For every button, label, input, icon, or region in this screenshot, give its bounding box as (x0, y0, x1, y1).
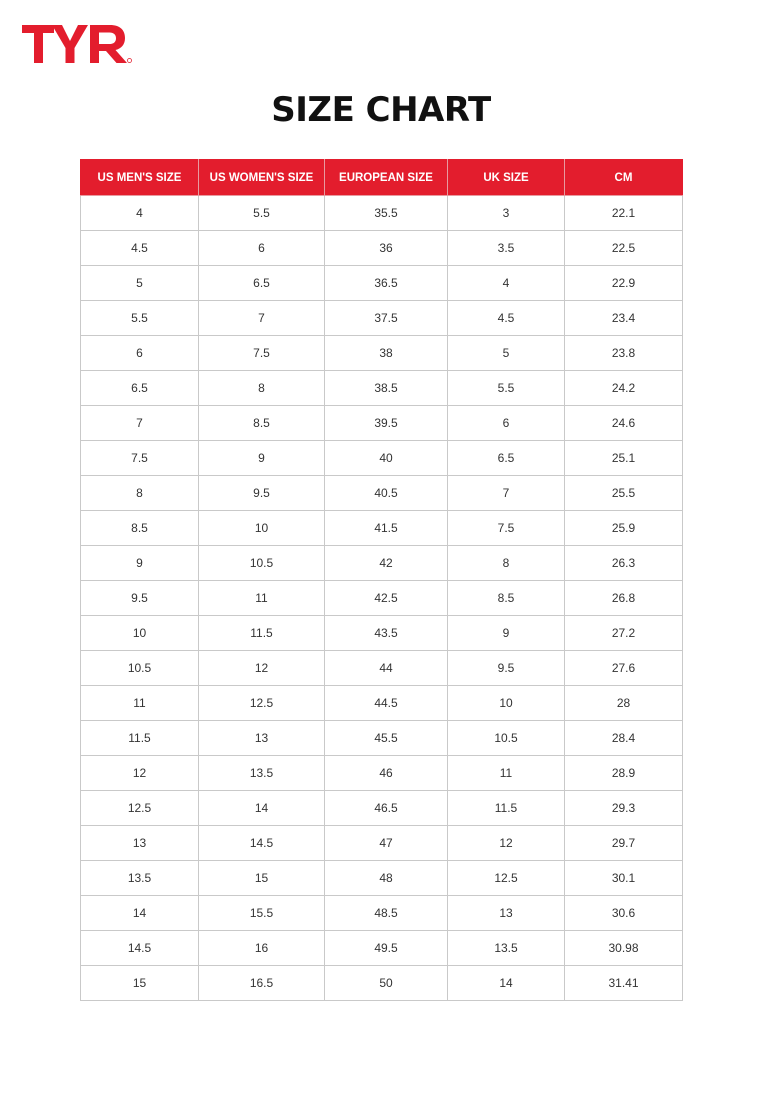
cm-cell: 30.6 (565, 896, 683, 931)
european-size-cell: 42.5 (325, 581, 448, 616)
us-womens-size-cell: 13 (199, 721, 325, 756)
us-mens-size-cell: 6 (81, 336, 199, 371)
cm-cell: 30.1 (565, 861, 683, 896)
european-size-header: EUROPEAN SIZE (325, 160, 448, 196)
table-row (81, 441, 683, 476)
us-mens-size-cell: 10 (81, 616, 199, 651)
table-row (81, 196, 683, 231)
uk-size-cell: 4 (448, 266, 565, 301)
us-mens-size-cell: 15 (81, 966, 199, 1001)
us-mens-size-cell: 13.5 (81, 861, 199, 896)
page-title: SIZE CHART (271, 90, 491, 130)
table-header-row (81, 160, 683, 196)
us-mens-size-cell: 5.5 (81, 301, 199, 336)
european-size-cell: 50 (325, 966, 448, 1001)
us-mens-size-cell: 4.5 (81, 231, 199, 266)
us-womens-size-cell: 6 (199, 231, 325, 266)
cm-cell: 22.1 (565, 196, 683, 231)
uk-size-cell: 10.5 (448, 721, 565, 756)
us-womens-size-cell: 8.5 (199, 406, 325, 441)
us-womens-size-cell: 9.5 (199, 476, 325, 511)
table-row (81, 966, 683, 1001)
us-mens-size-cell: 8.5 (81, 511, 199, 546)
us-mens-size-cell: 8 (81, 476, 199, 511)
us-womens-size-cell: 6.5 (199, 266, 325, 301)
table-body (81, 196, 683, 1001)
table-row (81, 651, 683, 686)
uk-size-cell: 8.5 (448, 581, 565, 616)
table-row (81, 476, 683, 511)
table-row (81, 616, 683, 651)
uk-size-cell: 6.5 (448, 441, 565, 476)
us-mens-size-cell: 12.5 (81, 791, 199, 826)
us-womens-size-cell: 16.5 (199, 966, 325, 1001)
cm-cell: 25.5 (565, 476, 683, 511)
table-row (81, 581, 683, 616)
table-row (81, 511, 683, 546)
european-size-cell: 44.5 (325, 686, 448, 721)
european-size-cell: 45.5 (325, 721, 448, 756)
uk-size-cell: 13 (448, 896, 565, 931)
uk-size-cell: 13.5 (448, 931, 565, 966)
cm-header: CM (565, 160, 683, 196)
table-row (81, 756, 683, 791)
uk-size-cell: 6 (448, 406, 565, 441)
size-chart-table (80, 159, 683, 1001)
us-mens-size-cell: 6.5 (81, 371, 199, 406)
table-row (81, 686, 683, 721)
cm-cell: 29.7 (565, 826, 683, 861)
us-womens-size-cell: 12 (199, 651, 325, 686)
us-womens-size-header: US WOMEN'S SIZE (199, 160, 325, 196)
us-mens-size-cell: 5 (81, 266, 199, 301)
us-mens-size-cell: 13 (81, 826, 199, 861)
uk-size-cell: 14 (448, 966, 565, 1001)
us-womens-size-cell: 11.5 (199, 616, 325, 651)
european-size-cell: 42 (325, 546, 448, 581)
table-row (81, 301, 683, 336)
cm-cell: 28 (565, 686, 683, 721)
uk-size-cell: 3 (448, 196, 565, 231)
us-mens-size-cell: 7 (81, 406, 199, 441)
us-womens-size-cell: 7 (199, 301, 325, 336)
uk-size-cell: 10 (448, 686, 565, 721)
table-row (81, 266, 683, 301)
table-row (81, 546, 683, 581)
us-womens-size-cell: 7.5 (199, 336, 325, 371)
european-size-cell: 40 (325, 441, 448, 476)
us-womens-size-cell: 15.5 (199, 896, 325, 931)
cm-cell: 25.1 (565, 441, 683, 476)
us-womens-size-cell: 14 (199, 791, 325, 826)
european-size-cell: 40.5 (325, 476, 448, 511)
us-womens-size-cell: 5.5 (199, 196, 325, 231)
uk-size-cell: 4.5 (448, 301, 565, 336)
european-size-cell: 36.5 (325, 266, 448, 301)
us-womens-size-cell: 15 (199, 861, 325, 896)
uk-size-cell: 12 (448, 826, 565, 861)
european-size-cell: 47 (325, 826, 448, 861)
cm-cell: 27.6 (565, 651, 683, 686)
uk-size-cell: 9.5 (448, 651, 565, 686)
us-womens-size-cell: 9 (199, 441, 325, 476)
european-size-cell: 49.5 (325, 931, 448, 966)
table-row (81, 721, 683, 756)
us-mens-size-cell: 10.5 (81, 651, 199, 686)
us-womens-size-cell: 13.5 (199, 756, 325, 791)
cm-cell: 24.2 (565, 371, 683, 406)
table-row (81, 826, 683, 861)
us-mens-size-header: US MEN'S SIZE (81, 160, 199, 196)
uk-size-cell: 11 (448, 756, 565, 791)
table-row (81, 231, 683, 266)
us-womens-size-cell: 12.5 (199, 686, 325, 721)
us-womens-size-cell: 10 (199, 511, 325, 546)
european-size-cell: 48.5 (325, 896, 448, 931)
us-mens-size-cell: 14 (81, 896, 199, 931)
us-mens-size-cell: 11.5 (81, 721, 199, 756)
european-size-cell: 38 (325, 336, 448, 371)
us-womens-size-cell: 14.5 (199, 826, 325, 861)
us-womens-size-cell: 11 (199, 581, 325, 616)
cm-cell: 26.3 (565, 546, 683, 581)
us-mens-size-cell: 12 (81, 756, 199, 791)
cm-cell: 28.9 (565, 756, 683, 791)
european-size-cell: 37.5 (325, 301, 448, 336)
cm-cell: 31.41 (565, 966, 683, 1001)
cm-cell: 23.4 (565, 301, 683, 336)
table-row (81, 896, 683, 931)
tyr-logo (22, 22, 132, 66)
cm-cell: 22.5 (565, 231, 683, 266)
uk-size-cell: 12.5 (448, 861, 565, 896)
us-mens-size-cell: 11 (81, 686, 199, 721)
european-size-cell: 41.5 (325, 511, 448, 546)
european-size-cell: 46 (325, 756, 448, 791)
uk-size-cell: 5.5 (448, 371, 565, 406)
table-row (81, 371, 683, 406)
uk-size-header: UK SIZE (448, 160, 565, 196)
european-size-cell: 44 (325, 651, 448, 686)
cm-cell: 25.9 (565, 511, 683, 546)
uk-size-cell: 11.5 (448, 791, 565, 826)
table-row (81, 931, 683, 966)
cm-cell: 29.3 (565, 791, 683, 826)
cm-cell: 23.8 (565, 336, 683, 371)
uk-size-cell: 9 (448, 616, 565, 651)
uk-size-cell: 3.5 (448, 231, 565, 266)
us-womens-size-cell: 16 (199, 931, 325, 966)
cm-cell: 24.6 (565, 406, 683, 441)
uk-size-cell: 7.5 (448, 511, 565, 546)
us-mens-size-cell: 7.5 (81, 441, 199, 476)
uk-size-cell: 5 (448, 336, 565, 371)
uk-size-cell: 8 (448, 546, 565, 581)
cm-cell: 26.8 (565, 581, 683, 616)
european-size-cell: 39.5 (325, 406, 448, 441)
european-size-cell: 48 (325, 861, 448, 896)
cm-cell: 30.98 (565, 931, 683, 966)
cm-cell: 22.9 (565, 266, 683, 301)
cm-cell: 27.2 (565, 616, 683, 651)
table-row (81, 861, 683, 896)
us-mens-size-cell: 14.5 (81, 931, 199, 966)
european-size-cell: 35.5 (325, 196, 448, 231)
us-womens-size-cell: 8 (199, 371, 325, 406)
european-size-cell: 36 (325, 231, 448, 266)
cm-cell: 28.4 (565, 721, 683, 756)
us-mens-size-cell: 4 (81, 196, 199, 231)
table-row (81, 791, 683, 826)
us-womens-size-cell: 10.5 (199, 546, 325, 581)
uk-size-cell: 7 (448, 476, 565, 511)
european-size-cell: 43.5 (325, 616, 448, 651)
us-mens-size-cell: 9.5 (81, 581, 199, 616)
table-row (81, 406, 683, 441)
table-row (81, 336, 683, 371)
european-size-cell: 46.5 (325, 791, 448, 826)
us-mens-size-cell: 9 (81, 546, 199, 581)
european-size-cell: 38.5 (325, 371, 448, 406)
